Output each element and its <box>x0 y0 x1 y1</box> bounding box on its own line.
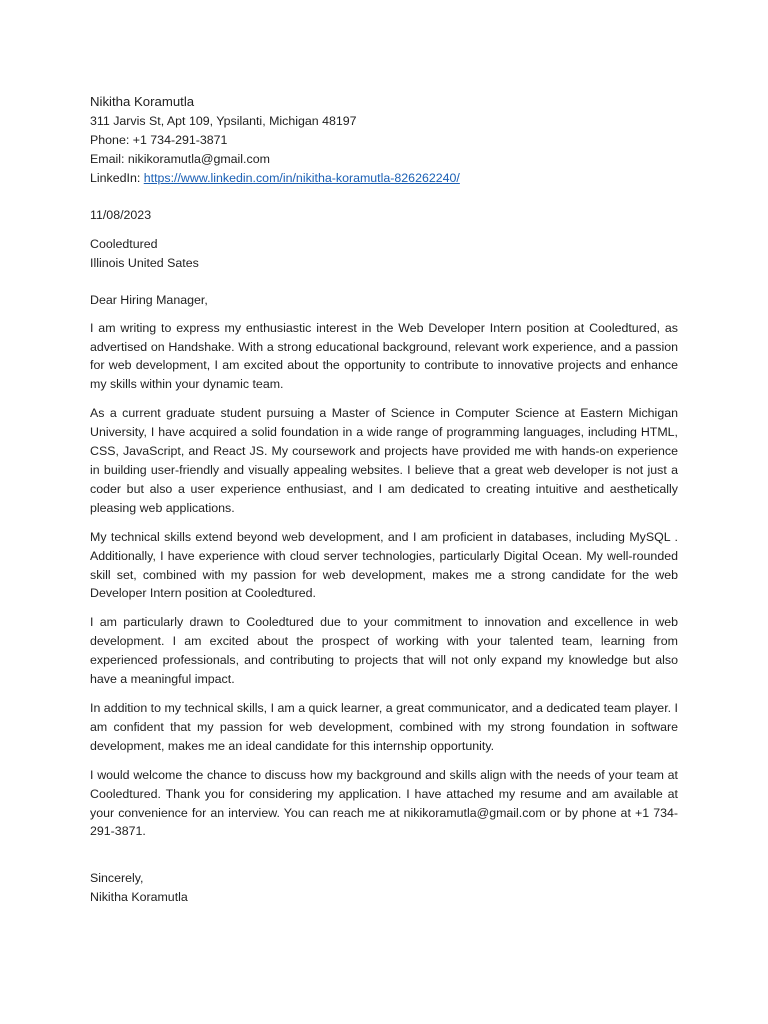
body-paragraph-1: I am writing to express my enthusiastic interest in the Web Developer Intern position at Cooledtured, as advertised on Handshake. With a strong educational background, relevant work experience, and a passion for web development, I am excited about the opportunity to contribute to innovative projects and enhance my skills within your dynamic team. <box>90 320 678 392</box>
letter-date: 11/08/2023 <box>90 208 152 223</box>
recipient-block <box>90 235 678 273</box>
body-paragraph-3: My technical skills extend beyond web development, and I am proficient in databases, including MySQL . Additionally, I have experience with cloud server technologies, particularly Digital Ocean. My well-rounded skill set, combined with my passion for web development, makes me a strong candidate for the web Developer Intern position at Cooledtured. <box>90 529 678 601</box>
sender-email: Email: nikikoramutla@gmail.com <box>90 151 270 166</box>
salutation: Dear Hiring Manager, <box>90 292 208 307</box>
body-paragraph-2: As a current graduate student pursuing a Master of Science in Computer Science at Eastern Michigan University, I have acquired a solid foundation in a wide range of programming languages, including HTML, CSS, JavaScript, and React JS. My coursework and projects have provided me with hands-on experience in building user-friendly and visually appealing websites. I believe that a great web developer is not just a coder but also a user experience enthusiast, and I am dedicated to creating intuitive and aesthetically pleasing web applications. <box>90 406 678 515</box>
closing-block <box>90 869 678 907</box>
body-paragraph-4: I am particularly drawn to Cooledtured due to your commitment to innovation and excellence in web development. I am excited about the prospect of working with your talented team, learning from experienced professionals, and contributing to projects that will not only expand my knowledge but also have a meaningful impact. <box>90 615 678 687</box>
sender-block <box>90 93 678 188</box>
body-paragraph-5: In addition to my technical skills, I am a quick learner, a great communicator, and a dedicated team player. I am confident that my passion for web development, combined with my strong foundation in software development, makes me an ideal candidate for this internship opportunity. <box>90 700 678 753</box>
linkedin-label: LinkedIn: <box>90 170 144 185</box>
valediction: Sincerely, <box>90 871 144 886</box>
signature-name: Nikitha Koramutla <box>90 890 188 905</box>
sender-phone: Phone: +1 734-291-3871 <box>90 132 228 147</box>
recipient-location: Illinois United Sates <box>90 255 199 270</box>
body-paragraph-6: I would welcome the chance to discuss how my background and skills align with the needs of your team at Cooledtured. Thank you for considering my application. I have attached my resume and am available at your convenience for an interview. You can reach me at nikikoramutla@gmail.com or by phone at +1 734-291-3871. <box>90 767 678 839</box>
sender-address: 311 Jarvis St, Apt 109, Ypsilanti, Michigan 48197 <box>90 113 357 128</box>
sender-name: Nikitha Koramutla <box>90 94 195 109</box>
recipient-company: Cooledtured <box>90 236 158 251</box>
linkedin-link[interactable]: https://www.linkedin.com/in/nikitha-koramutla-826262240/ <box>143 170 460 185</box>
sender-linkedin <box>90 169 678 188</box>
